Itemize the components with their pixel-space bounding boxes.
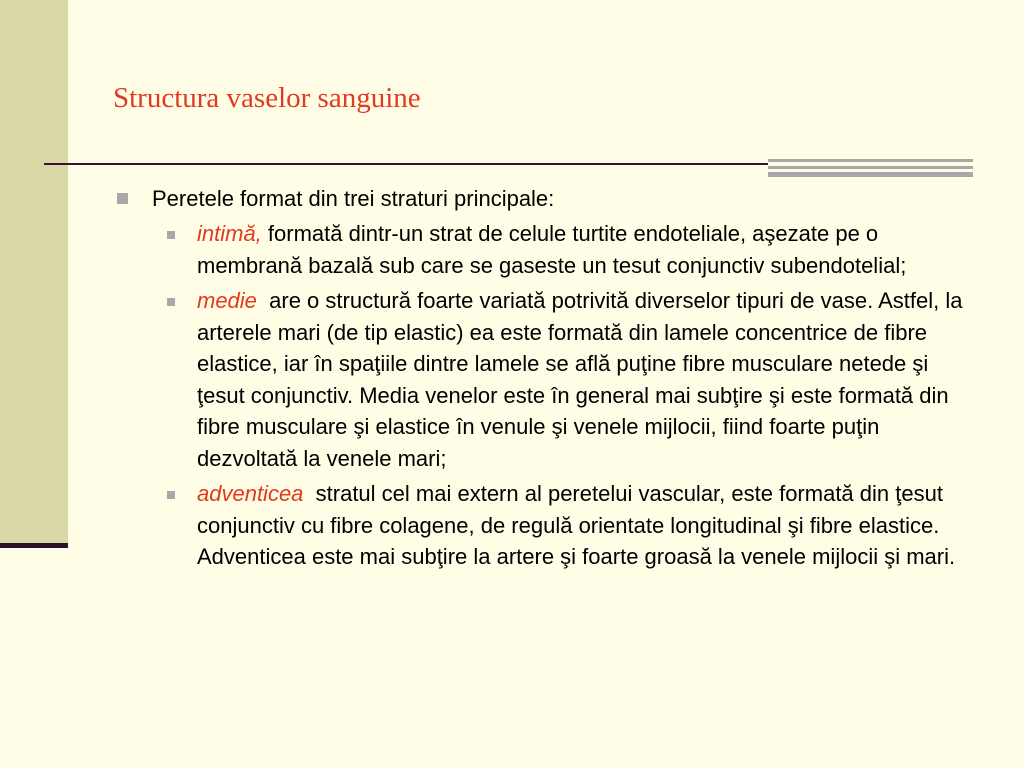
square-bullet-icon <box>167 298 175 306</box>
decor-bar-2 <box>768 166 973 169</box>
sub-bullet-text: formată dintr-un strat de celule turtite endoteliale, aşezate pe o membrană bazală sub care se gaseste un tesut conjunctiv subendotelial; <box>197 221 907 278</box>
main-bullet-text: Peretele format din trei straturi principale: <box>152 186 555 211</box>
term-intima: intimă, <box>197 221 262 246</box>
sub-bullet-text: are o structură foarte variată potrivită diverselor tipuri de vase. Astfel, la arterele mari (de tip elastic) ea este formată din lamele concentrice de fibre elastice, iar în spaţiile dintre lamele se află puţine fibre musculare netede şi ţesut conjunctiv. Media venelor este în general mai subţire şi este formată din fibre musculare şi elastice în venule şi venele mijlocii, fiind foarte puţin dezvoltată la venele mari; <box>197 288 969 471</box>
left-decor-band <box>0 0 68 545</box>
decor-bar-1 <box>768 159 973 162</box>
square-bullet-icon <box>167 231 175 239</box>
slide-title: Structura vaselor sanguine <box>113 82 421 114</box>
square-bullet-icon <box>117 193 128 204</box>
main-bullet-item <box>114 183 974 214</box>
sub-bullet-intima <box>197 218 967 281</box>
square-bullet-icon <box>167 491 175 499</box>
left-decor-rule <box>0 543 68 548</box>
term-adventicea: adventicea <box>197 481 304 506</box>
slide-body <box>114 183 974 573</box>
title-underline <box>44 163 768 165</box>
decor-bar-3 <box>768 172 973 177</box>
sub-bullet-medie <box>197 285 967 474</box>
sub-bullet-adventicea <box>197 478 967 573</box>
sub-bullet-text: stratul cel mai extern al peretelui vascular, este formată din ţesut conjunctiv cu fibre colagene, de regulă orientate longitudinal şi fibre elastice. Adventicea este mai subţire la artere şi foarte groasă la venele mijlocii şi mari. <box>197 481 956 569</box>
term-medie: medie <box>197 288 257 313</box>
